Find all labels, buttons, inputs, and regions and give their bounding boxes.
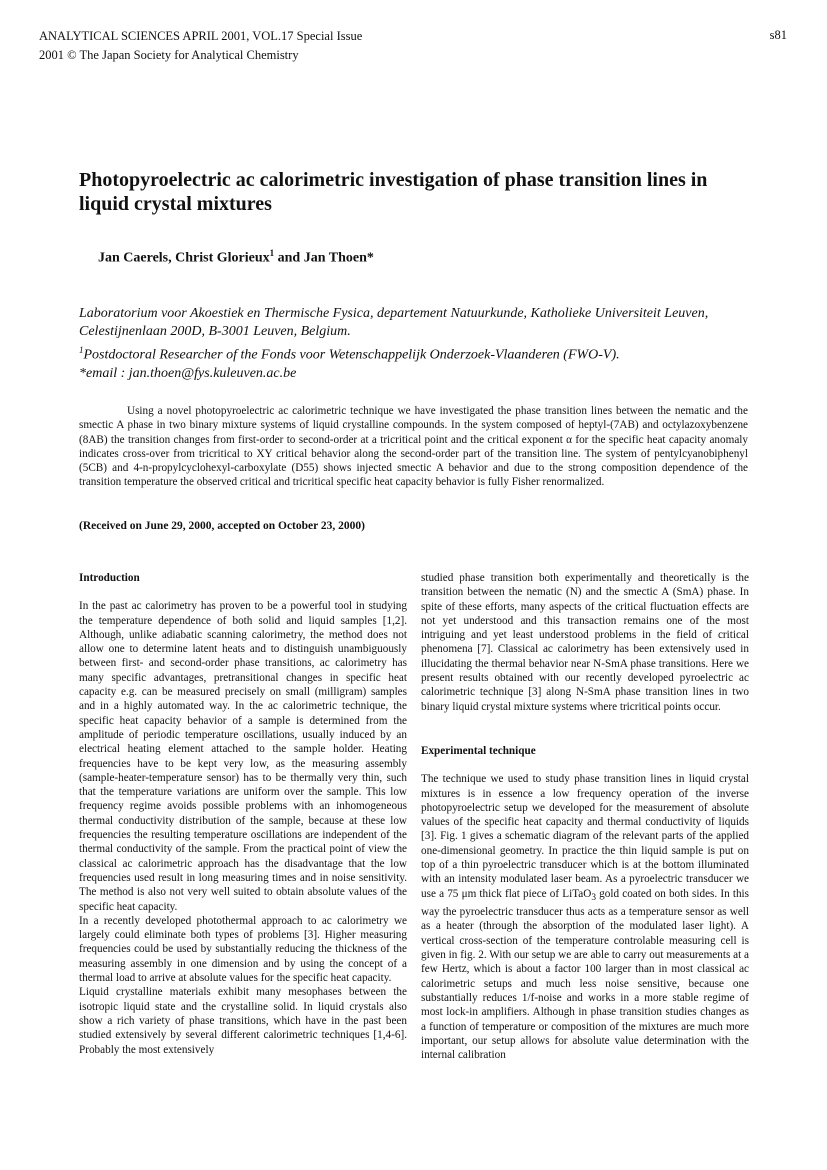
- page-number: s81: [769, 28, 787, 42]
- authors: [98, 248, 374, 267]
- affiliation-postdoc: [79, 341, 769, 365]
- affiliation-footnote-mark: 1: [79, 345, 84, 355]
- section-heading-experimental: Experimental technique: [421, 744, 536, 757]
- journal-line: ANALYTICAL SCIENCES APRIL 2001, VOL.17 Special Issue: [39, 29, 363, 43]
- left-column: [79, 571, 407, 1057]
- authors-part2: and Jan Thoen*: [274, 250, 374, 266]
- paper-title: Photopyroelectric ac calorimetric investigation of phase transition lines in liquid crystal mixtures: [79, 169, 708, 215]
- experimental-paragraph: [421, 772, 749, 1062]
- experimental-text-a: The technique we used to study phase transition lines in liquid crystal mixtures is in essence a low frequency operation of the inverse photopyroelectric setup we developed for the measurement of absolute values of the specific heat capacity and thermal conductivity of liquids [3]. Fig. 1 gives a schematic diagram of the relevant parts of the applied one-dimensional geometry. In practice the thin liquid sample is put on top of a thin pyroelectric transducer which is at the bottom illuminated with an intensity modulated laser beam. As a pyroelectric transducer we use a 75 μm thick flat piece of LiTaO: [421, 773, 749, 900]
- affiliation-address: Laboratorium voor Akoestiek en Thermische Fysica, departement Natuurkunde, Katholieke Universiteit Leuven, Celestijnenlaan 200D, B-3001 Leuven, Belgium.: [79, 306, 709, 339]
- affiliation-email: *email : jan.thoen@fys.kuleuven.ac.be: [79, 365, 297, 381]
- intro-paragraph-3: Liquid crystalline materials exhibit many mesophases between the isotropic liquid state and the crystalline solid. In liquid crystals also show a rich variety of phase transitions, which have in the past been studied extensively by several different calorimetric techniques [1,4-6]. Probably the most extensively: [79, 986, 407, 1056]
- intro-paragraph-continued: studied phase transition both experimentally and theoretically is the transition between the nematic (N) and the smectic A (SmA) phase. In spite of these efforts, many aspects of the critical fluctuation effects are not yet understood and this transaction remains one of the most intriguing and yet least understood problems in the field of critical phenomena [7]. Classical ac calorimetry has been extensively used in illucidating the thermal behavior near N-SmA phase transitions. Here we present results obtained with our recently developed pyroelectric ac calorimetric technique [3] along N-SmA phase transition lines in two binary liquid crystal mixture systems where tricritical points occur.: [421, 572, 749, 713]
- authors-footnote-mark: 1: [269, 248, 275, 258]
- authors-part1: Jan Caerels, Christ Glorieux: [98, 250, 270, 266]
- right-column: [421, 571, 749, 1062]
- affiliation: [79, 305, 769, 383]
- copyright-line: 2001 © The Japan Society for Analytical Chemistry: [39, 48, 299, 62]
- intro-paragraph-1: In the past ac calorimetry has proven to be a powerful tool in studying the temperature dependence of both solid and liquid samples [1,2]. Although, unlike adiabatic scanning calorimetry, the method does not allow one to determine latent heats and to distinguish unambiguously between first- and second-order phase transitions, ac calorimetry has many specific advantages, pretransitional changes in specific heat capacity e.g. can be measured precisely on small (milligram) samples and in a highly automated way. In the ac calorimetric technique, the specific heat capacity behavior of a sample is determined from the amplitude of periodic temperature oscillations, usually induced by an electrical heating element attached to the sample holder. Heating frequencies have to be kept very low, as the measuring assembly (sample-heater-temperature sensor) has to be thermally very thin, such that the temperature variations are uniform over the sample. This low frequency regime avoids possible problems with an inhomogeneous thermal conductivity distribution of the sample, because at these low frequencies the resulting temperature oscillations are independent of the thermal conductivity of the sample. From the practical point of view the classical ac calorimetric approach has the disadvantage that the low frequencies used result in long measuring times and in noise sensitivity. The method is also not very well suited to obtain absolute values of the specific heat capacity.: [79, 600, 407, 913]
- abstract: Using a novel photopyroelectric ac calorimetric technique we have investigated the phase transition lines between the nematic and the smectic A phase in two binary mixture systems of liquid crystalline compounds. In the system composed of heptyl-(7AB) and octylazoxybenzene (8AB) the transition changes from first-order to second-order at a tricritical point and the critical exponent α for the specific heat capacity anomaly indicates cross-over from tricritical to XY critical behavior along the second-order part of the transition line. The system of pentylcyanobiphenyl (5CB) and 4-n-propylcyclohexyl-carboxylate (D55) shows injected smectic A behavior and due to the strong composition dependence of the transition temperature the observed critical and tricritical specific heat capacity behavior is fully Fisher renormalized.: [79, 405, 748, 489]
- experimental-text-b: gold coated on both sides. In this way the pyroelectric transducer thus acts as a temperature sensor as well as a heater (through the absorption of the modulated laser light). A vertical cross-section of the temperature controlable measuring cell is given in fig. 2. With our setup we are able to carry out measurements at a few Hertz, which is about a factor 100 larger than in most classical ac calorimetric setups and much less noise sensitive, because one substantially reduces 1/f-noise and works in a more stable regime of most lock-in amplifiers. Although in phase transition studies changes as a function of temperature or composition of the mixtures are much more important, our setup allows for absolute value determination with the internal calibration: [421, 887, 749, 1062]
- intro-paragraph-2: In a recently developed photothermal approach to ac calorimetry we largely could eliminate both types of problems [3]. Higher measuring frequencies could be used by substantially reducing the thickness of the measuring assembly in one dimension and by using the concept of a thermal load to arrive at absolute values for the specific heat capacity.: [79, 914, 407, 985]
- affiliation-postdoc-text: Postdoctoral Researcher of the Fonds voor Wetenschappelijk Onderzoek-Vlaanderen (FWO-V).: [83, 347, 620, 363]
- received-dates: (Received on June 29, 2000, accepted on October 23, 2000): [79, 520, 365, 532]
- section-heading-introduction: Introduction: [79, 572, 140, 584]
- subscript-3: 3: [591, 892, 597, 903]
